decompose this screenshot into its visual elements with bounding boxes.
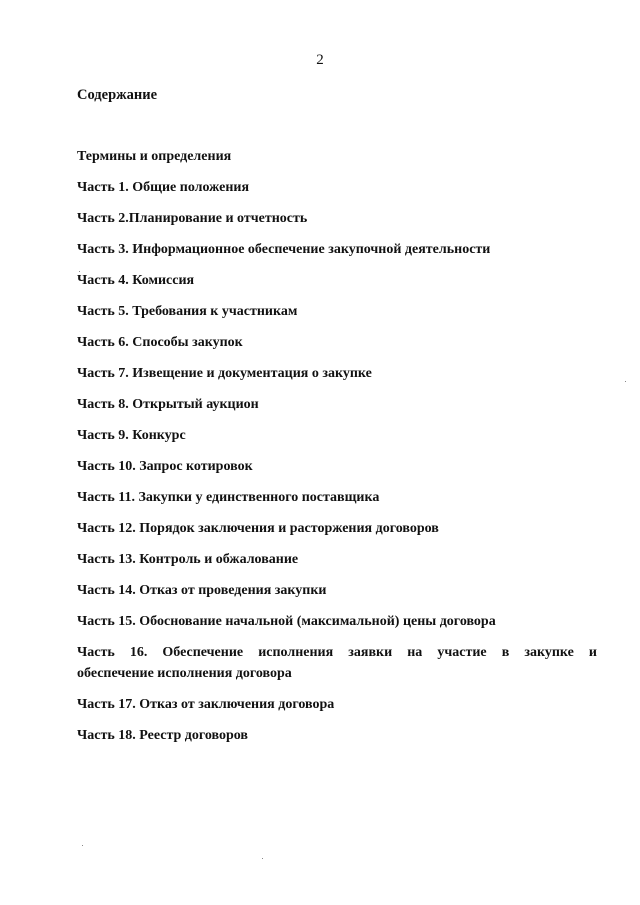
toc-item-part-16 bbox=[77, 642, 597, 684]
page-number: 2 bbox=[316, 52, 324, 68]
toc-item-part-10: Часть 10. Запрос котировок bbox=[77, 459, 253, 474]
toc-item-part-1: Часть 1. Общие положения bbox=[77, 180, 250, 195]
toc-item-part-9: Часть 9. Конкурс bbox=[77, 428, 186, 443]
toc-item-part-18: Часть 18. Реестр договоров bbox=[77, 728, 248, 743]
scan-speck bbox=[625, 381, 626, 382]
toc-item-part-13: Часть 13. Контроль и обжалование bbox=[77, 552, 299, 567]
toc-item-part-14: Часть 14. Отказ от проведения закупки bbox=[77, 583, 327, 598]
toc-item-part-11: Часть 11. Закупки у единственного поставщика bbox=[77, 490, 380, 505]
toc-item-part-2: Часть 2.Планирование и отчетность bbox=[77, 211, 308, 226]
scan-speck bbox=[262, 858, 263, 859]
contents-heading: Содержание bbox=[77, 87, 158, 103]
scan-speck bbox=[82, 845, 83, 846]
toc-item-part-7: Часть 7. Извещение и документация о закупке bbox=[77, 366, 372, 381]
toc-item-part-4: Часть 4. Комиссия bbox=[77, 273, 195, 288]
toc-item-part-5: Часть 5. Требования к участникам bbox=[77, 304, 298, 319]
toc-item-part-16-line-1: Часть 16. Обеспечение исполнения заявки на участие в закупке и bbox=[77, 645, 597, 660]
scan-speck bbox=[79, 271, 80, 272]
toc-item-part-17: Часть 17. Отказ от заключения договора bbox=[77, 697, 335, 712]
toc-item-part-3: Часть 3. Информационное обеспечение закупочной деятельности bbox=[77, 242, 491, 257]
toc-item-part-15: Часть 15. Обоснование начальной (максимальной) цены договора bbox=[77, 614, 496, 629]
toc-item-part-8: Часть 8. Открытый аукцион bbox=[77, 397, 259, 412]
toc-item-part-6: Часть 6. Способы закупок bbox=[77, 335, 243, 350]
toc-item-part-16-line-2: обеспечение исполнения договора bbox=[77, 666, 292, 681]
toc-item-terms: Термины и определения bbox=[77, 149, 232, 164]
toc-item-part-12: Часть 12. Порядок заключения и расторжения договоров bbox=[77, 521, 439, 536]
table-of-contents bbox=[77, 146, 597, 756]
